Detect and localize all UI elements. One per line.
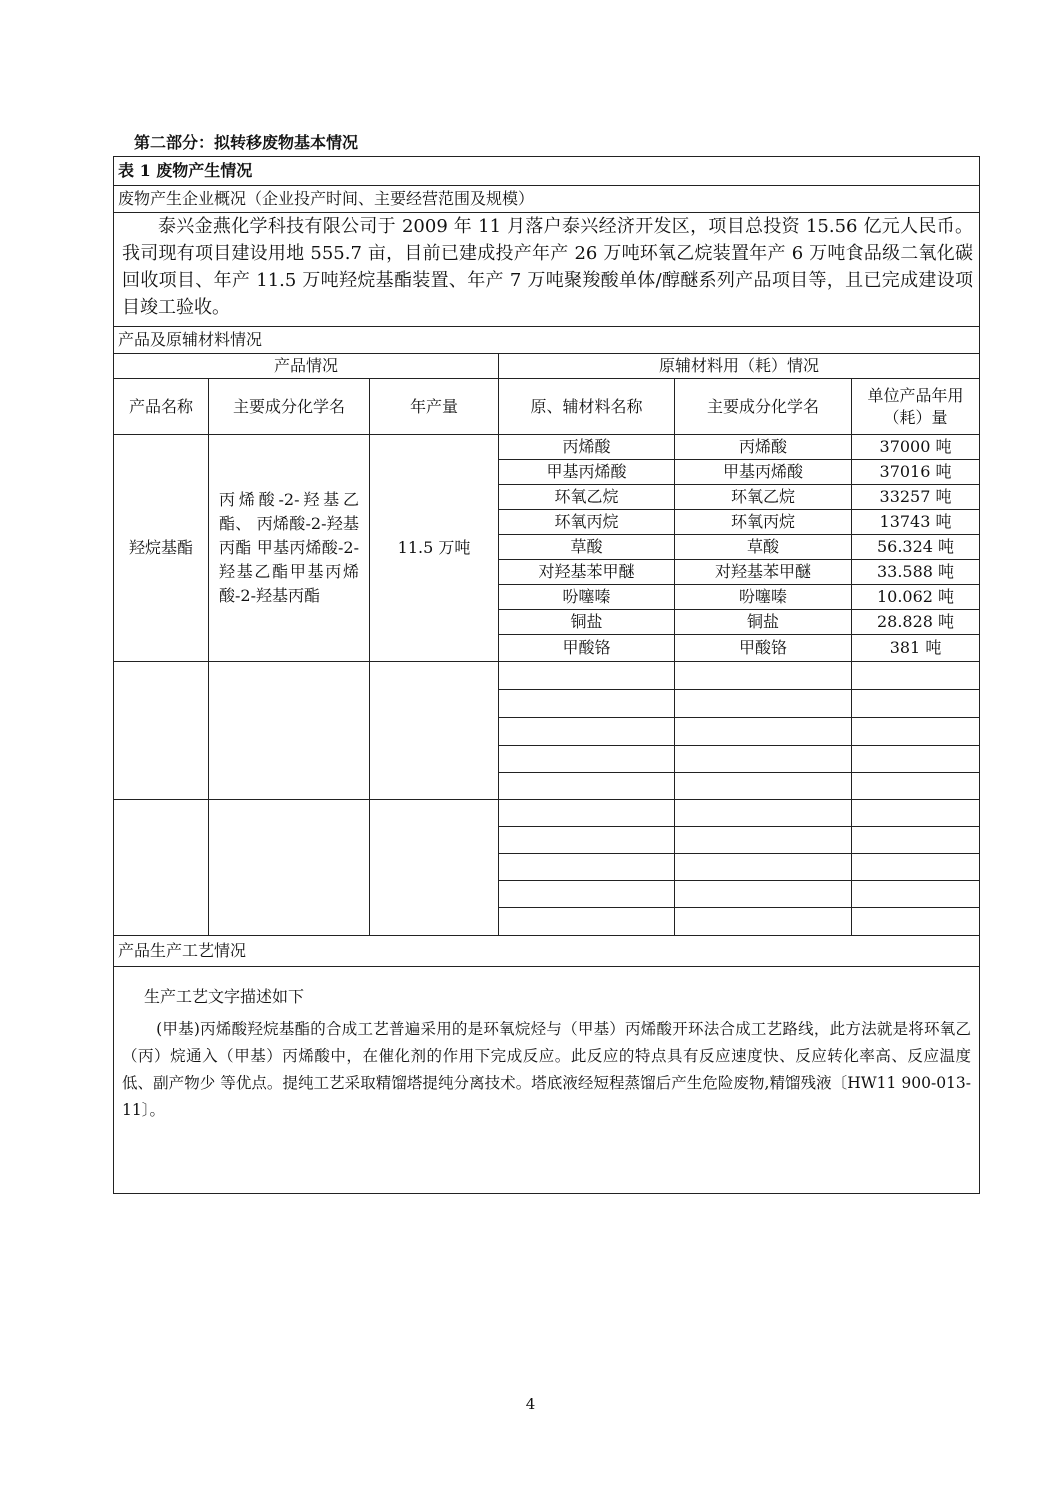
empty-cell [675,908,852,936]
empty-cell [852,690,980,718]
empty-cell [499,881,675,908]
empty-cell [499,662,675,690]
material-usage: 33.588 吨 [852,560,980,585]
header-material-name: 原、辅材料名称 [499,379,675,435]
empty-cell [499,690,675,718]
empty-cell [852,827,980,854]
empty-cell [499,854,675,881]
empty-cell [114,800,209,936]
product-group-header: 产品情况 [114,354,499,379]
process-heading: 生产工艺文字描述如下 [144,987,305,1006]
empty-cell [370,662,499,800]
material-usage: 13743 吨 [852,510,980,535]
empty-cell [370,800,499,936]
empty-cell [499,718,675,746]
empty-cell [852,746,980,773]
material-component: 吩噻嗪 [675,585,852,610]
empty-cell [852,662,980,690]
empty-cell [852,800,980,827]
empty-cell [852,908,980,936]
material-name: 草酸 [499,535,675,560]
empty-cell [499,827,675,854]
material-component: 环氧丙烷 [675,510,852,535]
empty-cell [499,746,675,773]
material-component: 草酸 [675,535,852,560]
part-title: 第二部分：拟转移废物基本情况 [134,133,359,152]
empty-cell [675,662,852,690]
material-usage: 37016 吨 [852,460,980,485]
empty-cell [675,854,852,881]
product-annual-output: 11.5 万吨 [370,435,499,662]
material-usage: 381 吨 [852,635,980,662]
empty-cell [499,773,675,800]
company-label: 废物产生企业概况（企业投产时间、主要经营范围及规模） [114,186,980,213]
empty-cell [675,881,852,908]
material-name: 吩噻嗪 [499,585,675,610]
company-overview: 泰兴金燕化学科技有限公司于 2009 年 11 月落户泰兴经济开发区，项目总投资 15.56 亿元人民币。我司现有项目建设用地 555.7 亩，目前已建成投产年产 26 万吨环氧乙烷装置年产 6 万吨食品级二氧化碳回收项目、年产 11.5 万吨羟烷基酯装置、年产 7 万吨聚羧酸单体/醇醚系列产品项目等，且已完成建设项目竣工验收。 [122,216,974,318]
material-name: 环氧丙烷 [499,510,675,535]
header-product-name: 产品名称 [114,379,209,435]
table-row [114,435,980,460]
table-title: 表 1 废物产生情况 [114,157,980,186]
empty-row [114,800,980,827]
material-usage: 33257 吨 [852,485,980,510]
material-name: 铜盐 [499,610,675,635]
process-label: 产品生产工艺情况 [114,936,980,967]
material-usage: 56.324 吨 [852,535,980,560]
waste-generation-table [113,156,980,1194]
empty-cell [675,773,852,800]
empty-cell [675,827,852,854]
material-component: 甲酸铬 [675,635,852,662]
header-material-component: 主要成分化学名 [675,379,852,435]
product-composition: 丙烯酸-2-羟基乙酯、 丙烯酸-2-羟基丙酯 甲基丙烯酸-2-羟基乙酯甲基丙烯酸-2-羟基丙酯 [209,435,370,662]
empty-cell [114,662,209,800]
material-usage: 28.828 吨 [852,610,980,635]
material-name: 丙烯酸 [499,435,675,460]
header-annual-output: 年产量 [370,379,499,435]
material-component: 甲基丙烯酸 [675,460,852,485]
material-component: 丙烯酸 [675,435,852,460]
material-usage: 37000 吨 [852,435,980,460]
material-name: 甲基丙烯酸 [499,460,675,485]
empty-cell [852,773,980,800]
material-component: 环氧乙烷 [675,485,852,510]
empty-cell [675,690,852,718]
empty-cell [209,800,370,936]
empty-cell [499,908,675,936]
empty-cell [852,854,980,881]
empty-cell [499,800,675,827]
header-product-component: 主要成分化学名 [209,379,370,435]
empty-cell [852,881,980,908]
material-usage: 10.062 吨 [852,585,980,610]
empty-cell [852,718,980,746]
header-unit-usage: 单位产品年用（耗）量 [852,379,980,435]
process-description: (甲基)丙烯酸羟烷基酯的合成工艺普遍采用的是环氧烷烃与（甲基）丙烯酸开环法合成工艺路线，此方法就是将环氧乙（丙）烷通入（甲基）丙烯酸中，在催化剂的作用下完成反应。此反应的特点具有反应速度快、反应转化率高、反应温度低、副产物少 等优点。提纯工艺采取精馏塔提纯分离技术。塔底液经短程蒸馏后产生危险废物,精馏残液〔HW11 900-013-11〕。 [122,1020,972,1119]
materials-label: 产品及原辅材料情况 [114,327,980,354]
empty-cell [675,800,852,827]
material-component: 对羟基苯甲醚 [675,560,852,585]
material-group-header: 原辅材料用（耗）情况 [499,354,980,379]
product-name: 羟烷基酯 [114,435,209,662]
empty-cell [675,718,852,746]
material-name: 甲酸铬 [499,635,675,662]
empty-cell [209,662,370,800]
material-name: 对羟基苯甲醚 [499,560,675,585]
empty-cell [675,746,852,773]
page-number: 4 [525,1395,536,1413]
empty-row [114,662,980,690]
material-component: 铜盐 [675,610,852,635]
material-name: 环氧乙烷 [499,485,675,510]
